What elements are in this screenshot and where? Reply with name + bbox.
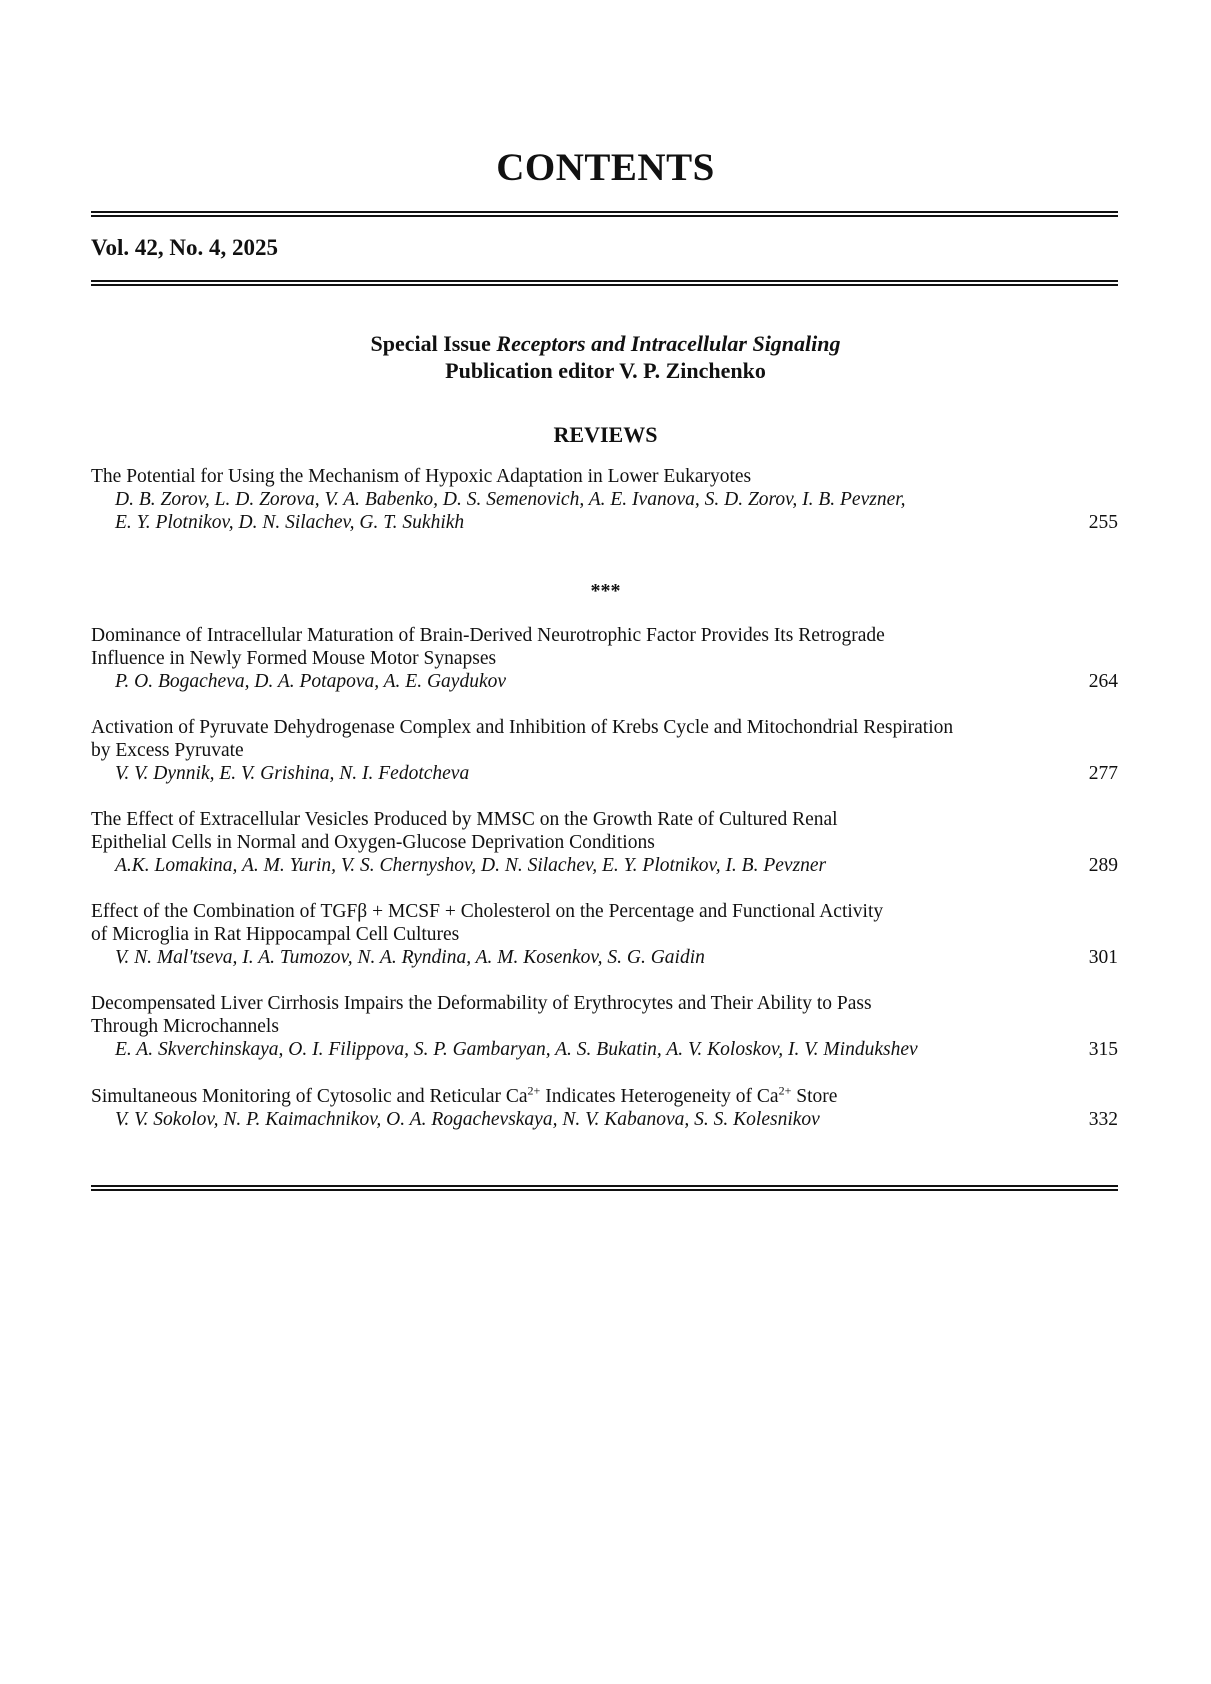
entry-title [91,1085,1118,1108]
entry-title: Decompensated Liver Cirrhosis Impairs the Deformability of Erythrocytes and Their Ability to Pass [91,993,872,1014]
entry-page: 255 [1088,512,1118,533]
toc-entry[interactable] [91,900,1118,969]
top-double-rule [91,211,1118,217]
toc-entry[interactable] [91,808,1118,877]
entry-authors: A.K. Lomakina, A. M. Yurin, V. S. Chernyshov, D. N. Silachev, E. Y. Plotnikov, I. B. Pevzner [115,855,827,876]
entry-authors: P. O. Bogacheva, D. A. Potapova, A. E. Gaydukov [115,671,506,692]
publication-editor: Publication editor V. P. Zinchenko [445,358,766,383]
entry-authors: V. V. Dynnik, E. V. Grishina, N. I. Fedotcheva [115,763,470,784]
superscript: 2+ [527,1083,541,1098]
entry-authors: E. A. Skverchinskaya, O. I. Filippova, S. P. Gambaryan, A. S. Bukatin, A. V. Koloskov, I. V. Mindukshev [115,1039,918,1060]
entry-page: 332 [1088,1109,1118,1130]
entry-title: Influence in Newly Formed Mouse Motor Synapses [91,648,497,669]
entry-title: Effect of the Combination of TGFβ + MCSF + Cholesterol on the Percentage and Functional Activity [91,901,884,922]
entry-authors: D. B. Zorov, L. D. Zorova, V. A. Babenko, D. S. Semenovich, A. E. Ivanova, S. D. Zorov, I. B. Pevzner, [115,489,906,510]
volume-info: Vol. 42, No. 4, 2025 [91,235,278,260]
entry-page: 301 [1088,947,1118,968]
entry-page: 289 [1088,855,1118,876]
volume-double-rule [91,280,1118,286]
bottom-double-rule [91,1185,1118,1191]
entry-title-part: Store [791,1086,838,1107]
toc-entry[interactable] [91,1085,1118,1131]
entry-authors: V. V. Sokolov, N. P. Kaimachnikov, O. A. Rogachevskaya, N. V. Kabanova, S. S. Kolesnikov [115,1109,820,1130]
entry-authors: V. N. Mal'tseva, I. A. Tumozov, N. A. Ryndina, A. M. Kosenkov, S. G. Gaidin [115,947,705,968]
entry-authors: E. Y. Plotnikov, D. N. Silachev, G. T. Sukhikh [115,512,465,533]
entry-title: by Excess Pyruvate [91,740,244,761]
page-title: CONTENTS [496,146,715,189]
special-issue-prefix: Special Issue [370,331,497,356]
entry-page: 264 [1088,671,1118,692]
special-issue-heading [0,331,1211,357]
entry-title: The Effect of Extracellular Vesicles Produced by MMSC on the Growth Rate of Cultured Renal [91,809,838,830]
entry-page: 315 [1088,1039,1118,1060]
superscript: 2+ [778,1083,792,1098]
entry-title: Activation of Pyruvate Dehydrogenase Complex and Inhibition of Krebs Cycle and Mitochondrial Respiration [91,717,954,738]
section-heading-reviews: REVIEWS [553,422,658,447]
entry-title: Through Microchannels [91,1016,279,1037]
entry-page: 277 [1088,763,1118,784]
special-issue-name: Receptors and Intracellular Signaling [496,331,841,356]
entry-title: Dominance of Intracellular Maturation of Brain-Derived Neurotrophic Factor Provides Its Retrograde [91,625,885,646]
entry-title: of Microglia in Rat Hippocampal Cell Cultures [91,924,460,945]
entry-title: Epithelial Cells in Normal and Oxygen-Glucose Deprivation Conditions [91,832,655,853]
toc-entry[interactable] [91,716,1118,785]
entry-title-part: Simultaneous Monitoring of Cytosolic and Reticular Ca [91,1086,528,1107]
toc-entry[interactable] [91,624,1118,693]
entry-title-part: Indicates Heterogeneity of Ca [540,1086,779,1107]
separator-asterisks: *** [590,580,621,602]
toc-entry[interactable] [91,992,1118,1061]
toc-entry[interactable] [91,465,1118,534]
entry-title: The Potential for Using the Mechanism of Hypoxic Adaptation in Lower Eukaryotes [91,466,752,487]
